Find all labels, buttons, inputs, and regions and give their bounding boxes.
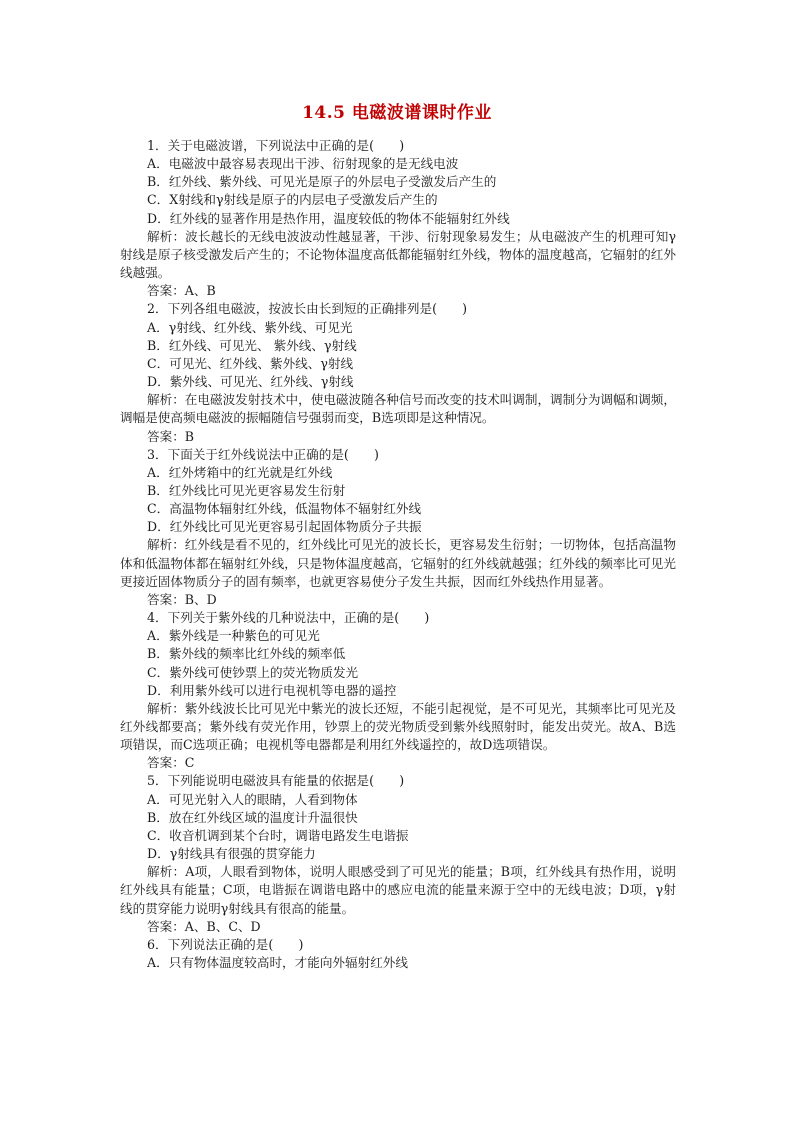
analysis-paragraph: 解析：A项，人眼看到物体，说明人眼感受到了可见光的能量；B项，红外线具有热作用，说明红外线具有能量；C项，电谐振在调谐电路中的感应电流的能量来源于空中的无线电波；D项，γ射线的贯穿能力说明γ射线具有很高的能量。 — [120, 864, 676, 916]
option: D．红外线的显著作用是热作用，温度较低的物体不能辐射红外线 — [147, 210, 510, 226]
question-block — [120, 609, 676, 772]
option: D．紫外线、可见光、红外线、γ射线 — [147, 374, 354, 390]
option: B．红外线比可见光更容易发生衍射 — [147, 482, 346, 498]
question-block — [120, 936, 676, 972]
option: B．红外线、紫外线、可见光是原子的外层电子受激发后产生的 — [147, 174, 497, 190]
option: D．利用紫外线可以进行电视机等电器的遥控 — [147, 682, 397, 698]
answer-line: 答案：C — [147, 755, 195, 771]
option: A．电磁波中最容易表现出干涉、衍射现象的是无线电波 — [147, 156, 459, 172]
option: B．放在红外线区域的温度计升温很快 — [147, 809, 358, 825]
option: C．高温物体辐射红外线，低温物体不辐射红外线 — [147, 501, 422, 517]
page-title: 14.5 电磁波谱课时作业 — [302, 103, 492, 123]
option: A．只有物体温度较高时，才能向外辐射红外线 — [147, 955, 408, 971]
answer-line: 答案：A、B — [147, 283, 216, 299]
option: D．红外线比可见光更容易引起固体物质分子共振 — [147, 519, 422, 535]
question-stem: 5．下列能说明电磁波具有能量的依据是( ) — [147, 773, 405, 789]
option: B．紫外线的频率比红外线的频率低 — [147, 646, 346, 662]
analysis-paragraph: 解析：红外线是看不见的，红外线比可见光的波长长，更容易发生衍射；一切物体，包括高温物体和低温物体都在辐射红外线，只是物体温度越高，它辐射的红外线就越强；红外线的频率比可见光更接近固体物质分子的固有频率，也就更容易使分子发生共振，因而红外线热作用显著。 — [120, 537, 676, 589]
analysis-paragraph: 解析：在电磁波发射技术中，使电磁波随各种信号而改变的技术叫调制，调制分为调幅和调频，调幅是使高频电磁波的振幅随信号强弱而变，B选项即是这种情况。 — [120, 392, 676, 426]
answer-line: 答案：B、D — [147, 591, 217, 607]
question-stem: 2．下列各组电磁波，按波长由长到短的正确排列是( ) — [147, 301, 468, 317]
option: A．红外烤箱中的红光就是红外线 — [147, 464, 333, 480]
option: A．可见光射入人的眼睛，人看到物体 — [147, 791, 358, 807]
option: C．收音机调到某个台时，调谐电路发生电谐振 — [147, 827, 409, 843]
answer-line: 答案：A、B、C、D — [147, 918, 261, 934]
question-stem: 1．关于电磁波谱，下列说法中正确的是( ) — [147, 138, 405, 153]
question-block — [120, 772, 676, 935]
question-stem: 6．下列说法正确的是( ) — [147, 936, 304, 952]
question-block — [120, 137, 676, 300]
document-body — [120, 137, 676, 972]
analysis-paragraph: 解析：紫外线波长比可见光中紫光的波长还短，不能引起视觉，是不可见光，其频率比可见光及红外线都要高；紫外线有荧光作用，钞票上的荧光物质受到紫外线照射时，能发出荧光。故A、B选项错误，而C选项正确；电视机等电器都是利用红外线遥控的，故D选项错误。 — [120, 700, 676, 753]
question-stem: 4．下列关于紫外线的几种说法中，正确的是( ) — [147, 610, 430, 626]
option: D．γ射线具有很强的贯穿能力 — [147, 846, 316, 862]
option: C．X射线和γ射线是原子的内层电子受激发后产生的 — [147, 192, 438, 208]
option: A．γ射线、红外线、紫外线、可见光 — [147, 319, 353, 335]
analysis-paragraph: 解析：波长越长的无线电波波动性越显著，干涉、衍射现象易发生；从电磁波产生的机理可知γ射线是原子核受激发后产生的；不论物体温度高低都能辐射红外线，物体的温度越高，它辐射的红外线越强。 — [120, 228, 676, 281]
option: C．紫外线可使钞票上的荧光物质发光 — [147, 664, 359, 680]
question-stem: 3．下面关于红外线说法中正确的是( ) — [147, 446, 379, 462]
question-block — [120, 300, 676, 445]
option: B．红外线、可见光、 紫外线、γ射线 — [147, 337, 357, 353]
question-block — [120, 446, 676, 609]
option: C．可见光、红外线、紫外线、γ射线 — [147, 355, 354, 371]
answer-line: 答案：B — [147, 428, 195, 444]
option: A．紫外线是一种紫色的可见光 — [147, 628, 320, 644]
